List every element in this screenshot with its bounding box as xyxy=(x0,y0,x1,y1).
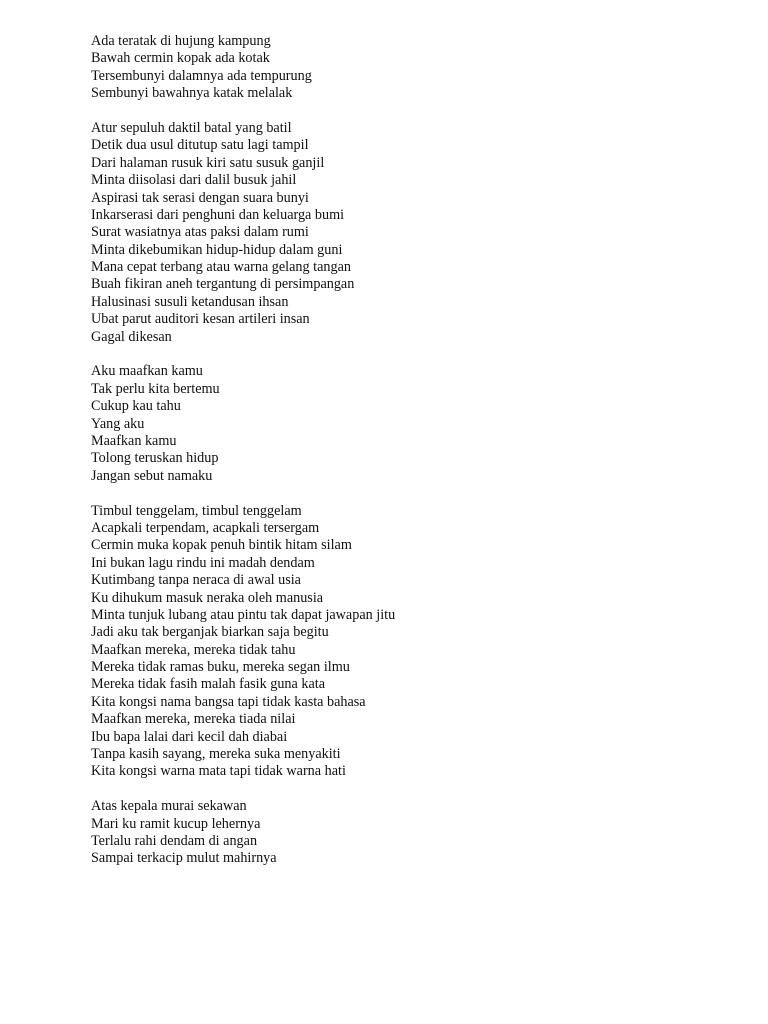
poem-line: Minta tunjuk lubang atau pintu tak dapat jawapan jitu xyxy=(91,606,396,623)
poem-line: Tolong teruskan hidup xyxy=(91,450,219,467)
poem-line: Maafkan mereka, mereka tiada nilai xyxy=(91,711,296,728)
poem-line: Cukup kau tahu xyxy=(91,398,181,415)
poem-line: Ini bukan lagu rindu ini madah dendam xyxy=(91,554,315,571)
poem-line: Yang aku xyxy=(91,415,145,432)
poem-line: Atur sepuluh daktil batal yang batil xyxy=(91,119,292,136)
poem-line: Bawah cermin kopak ada kotak xyxy=(91,50,270,67)
poem-line: Acapkali terpendam, acapkali tersergam xyxy=(91,519,320,536)
poem-line: Surat wasiatnya atas paksi dalam rumi xyxy=(91,224,309,241)
poem-line: Halusinasi susuli ketandusan ihsan xyxy=(91,293,289,310)
poem-line: Sembunyi bawahnya katak melalak xyxy=(91,85,293,102)
poem-line: Tak perlu kita bertemu xyxy=(91,380,220,397)
poem-line: Kita kongsi nama bangsa tapi tidak kasta bahasa xyxy=(91,693,366,710)
poem-line: Ubat parut auditori kesan artileri insan xyxy=(91,311,310,328)
poem-line: Atas kepala murai sekawan xyxy=(91,798,247,815)
poem-line: Jangan sebut namaku xyxy=(91,467,213,484)
poem-line: Tanpa kasih sayang, mereka suka menyakiti xyxy=(91,746,341,763)
poem-line: Timbul tenggelam, timbul tenggelam xyxy=(91,502,302,519)
poem-line: Jadi aku tak berganjak biarkan saja begitu xyxy=(91,624,329,641)
stanza xyxy=(91,363,711,485)
poem-line: Ada teratak di hujung kampung xyxy=(91,33,271,49)
poem-line: Detik dua usul ditutup satu lagi tampil xyxy=(91,137,309,154)
poem-line: Inkarserasi dari penghuni dan keluarga bumi xyxy=(91,206,345,223)
poem-line: Maafkan mereka, mereka tidak tahu xyxy=(91,641,296,658)
poem-line: Minta diisolasi dari dalil busuk jahil xyxy=(91,172,297,189)
poem-line: Ku dihukum masuk neraka oleh manusia xyxy=(91,589,324,606)
stanza xyxy=(91,33,711,103)
poem-text xyxy=(91,33,711,885)
poem-line: Kutimbang tanpa neraca di awal usia xyxy=(91,572,301,589)
poem-line: Maafkan kamu xyxy=(91,432,177,449)
poem-line: Ibu bapa lalai dari kecil dah diabai xyxy=(91,728,288,745)
poem-line: Minta dikebumikan hidup-hidup dalam guni xyxy=(91,241,343,258)
poem-line: Tersembunyi dalamnya ada tempurung xyxy=(91,67,312,84)
poem-line: Mereka tidak ramas buku, mereka segan ilmu xyxy=(91,659,350,676)
stanza xyxy=(91,798,711,868)
poem-line: Kita kongsi warna mata tapi tidak warna hati xyxy=(91,763,346,780)
poem-line: Cermin muka kopak penuh bintik hitam silam xyxy=(91,537,352,554)
poem-line: Aku maafkan kamu xyxy=(91,363,203,380)
poem-line: Buah fikiran aneh tergantung di persimpangan xyxy=(91,276,355,293)
poem-line: Dari halaman rusuk kiri satu susuk ganjil xyxy=(91,154,325,171)
poem-line: Sampai terkacip mulut mahirnya xyxy=(91,850,277,867)
poem-line: Mari ku ramit kucup lehernya xyxy=(91,815,261,832)
poem-line: Mereka tidak fasih malah fasik guna kata xyxy=(91,676,326,693)
poem-line: Aspirasi tak serasi dengan suara bunyi xyxy=(91,189,309,206)
poem-line: Gagal dikesan xyxy=(91,328,172,345)
poem-line: Mana cepat terbang atau warna gelang tangan xyxy=(91,259,351,276)
stanza xyxy=(91,503,711,781)
poem-line: Terlalu rahi dendam di angan xyxy=(91,832,258,849)
stanza xyxy=(91,120,711,346)
